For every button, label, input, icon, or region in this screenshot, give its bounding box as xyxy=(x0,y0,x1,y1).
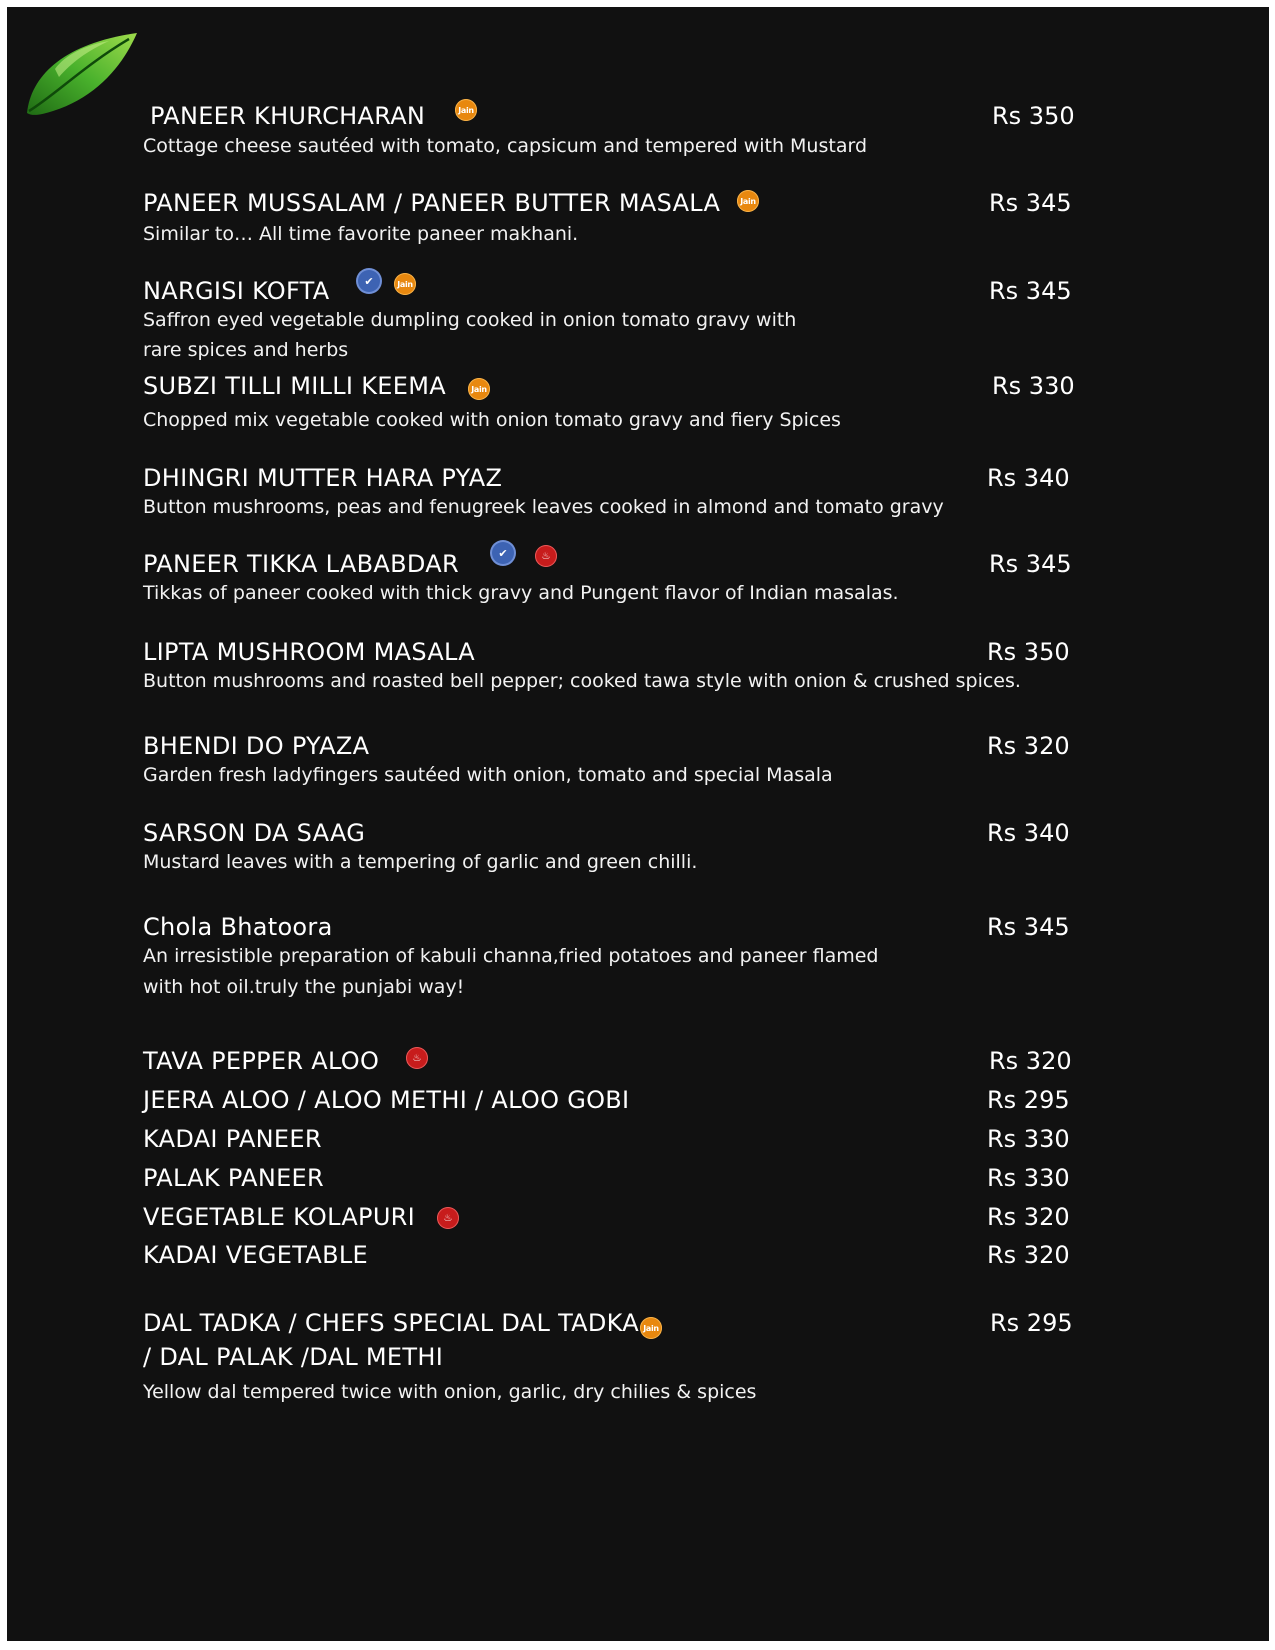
item-name: DAL TADKA / CHEFS SPECIAL DAL TADKA xyxy=(143,1309,639,1337)
jain-badge-icon: Jain xyxy=(468,378,490,400)
item-name: PALAK PANEER xyxy=(143,1164,324,1192)
item-description: Similar to… All time favorite paneer makhani. xyxy=(143,223,579,245)
item-name: JEERA ALOO / ALOO METHI / ALOO GOBI xyxy=(143,1086,630,1114)
item-price: Rs 320 xyxy=(987,732,1070,760)
spicy-chilli-icon: ♨ xyxy=(535,545,557,567)
item-description: An irresistible preparation of kabuli channa,fried potatoes and paneer flamed xyxy=(143,945,879,967)
item-name: SARSON DA SAAG xyxy=(143,819,366,847)
item-name: TAVA PEPPER ALOO xyxy=(143,1047,380,1075)
jain-badge-icon: Jain xyxy=(455,99,477,121)
item-description: Tikkas of paneer cooked with thick gravy and Pungent flavor of Indian masalas. xyxy=(143,582,899,604)
chef-special-icon: ✔ xyxy=(492,542,514,564)
item-price: Rs 345 xyxy=(987,913,1070,941)
item-price: Rs 320 xyxy=(987,1203,1070,1231)
item-description: Cottage cheese sautéed with tomato, capsicum and tempered with Mustard xyxy=(143,135,868,157)
jain-badge-icon: Jain xyxy=(394,273,416,295)
item-description: with hot oil.truly the punjabi way! xyxy=(143,976,465,998)
item-description: Button mushrooms, peas and fenugreek leaves cooked in almond and tomato gravy xyxy=(143,496,944,518)
item-name: PANEER KHURCHARAN xyxy=(150,102,426,130)
item-price: Rs 330 xyxy=(992,372,1075,400)
item-price: Rs 345 xyxy=(989,189,1072,217)
leaf-logo xyxy=(25,25,147,125)
jain-badge-icon: Jain xyxy=(640,1317,662,1339)
chef-special-icon: ✔ xyxy=(358,270,380,292)
item-name: DHINGRI MUTTER HARA PYAZ xyxy=(143,464,503,492)
item-name: KADAI VEGETABLE xyxy=(143,1241,368,1269)
item-description: Yellow dal tempered twice with onion, garlic, dry chilies & spices xyxy=(143,1381,757,1403)
item-price: Rs 340 xyxy=(987,464,1070,492)
jain-badge-icon: Jain xyxy=(737,190,759,212)
item-price: Rs 295 xyxy=(990,1309,1073,1337)
item-price: Rs 295 xyxy=(987,1086,1070,1114)
item-name: NARGISI KOFTA xyxy=(143,277,330,305)
item-price: Rs 320 xyxy=(987,1241,1070,1269)
item-description: Button mushrooms and roasted bell pepper; cooked tawa style with onion & crushed spices. xyxy=(143,670,1021,692)
item-name: BHENDI DO PYAZA xyxy=(143,732,370,760)
item-price: Rs 350 xyxy=(992,102,1075,130)
item-name: VEGETABLE KOLAPURI xyxy=(143,1203,416,1231)
item-name: LIPTA MUSHROOM MASALA xyxy=(143,638,475,666)
item-price: Rs 340 xyxy=(987,819,1070,847)
item-name: PANEER TIKKA LABABDAR xyxy=(143,550,459,578)
item-name: Chola Bhatoora xyxy=(143,913,333,941)
item-price: Rs 350 xyxy=(987,638,1070,666)
spicy-chilli-icon: ♨ xyxy=(406,1047,428,1069)
item-name: KADAI PANEER xyxy=(143,1125,322,1153)
item-name: SUBZI TILLI MILLI KEEMA xyxy=(143,372,446,400)
spicy-chilli-icon: ♨ xyxy=(437,1207,459,1229)
item-description: Chopped mix vegetable cooked with onion tomato gravy and fiery Spices xyxy=(143,409,841,431)
item-price: Rs 320 xyxy=(989,1047,1072,1075)
menu-page xyxy=(7,7,1269,1641)
item-description: Mustard leaves with a tempering of garlic and green chilli. xyxy=(143,851,698,873)
item-name-continued: / DAL PALAK /DAL METHI xyxy=(143,1343,444,1371)
item-description: rare spices and herbs xyxy=(143,339,349,361)
item-price: Rs 330 xyxy=(987,1164,1070,1192)
item-price: Rs 330 xyxy=(987,1125,1070,1153)
item-description: Garden fresh ladyfingers sautéed with onion, tomato and special Masala xyxy=(143,764,833,786)
item-name: PANEER MUSSALAM / PANEER BUTTER MASALA xyxy=(143,189,721,217)
item-price: Rs 345 xyxy=(989,277,1072,305)
item-description: Saffron eyed vegetable dumpling cooked in onion tomato gravy with xyxy=(143,309,797,331)
item-price: Rs 345 xyxy=(989,550,1072,578)
